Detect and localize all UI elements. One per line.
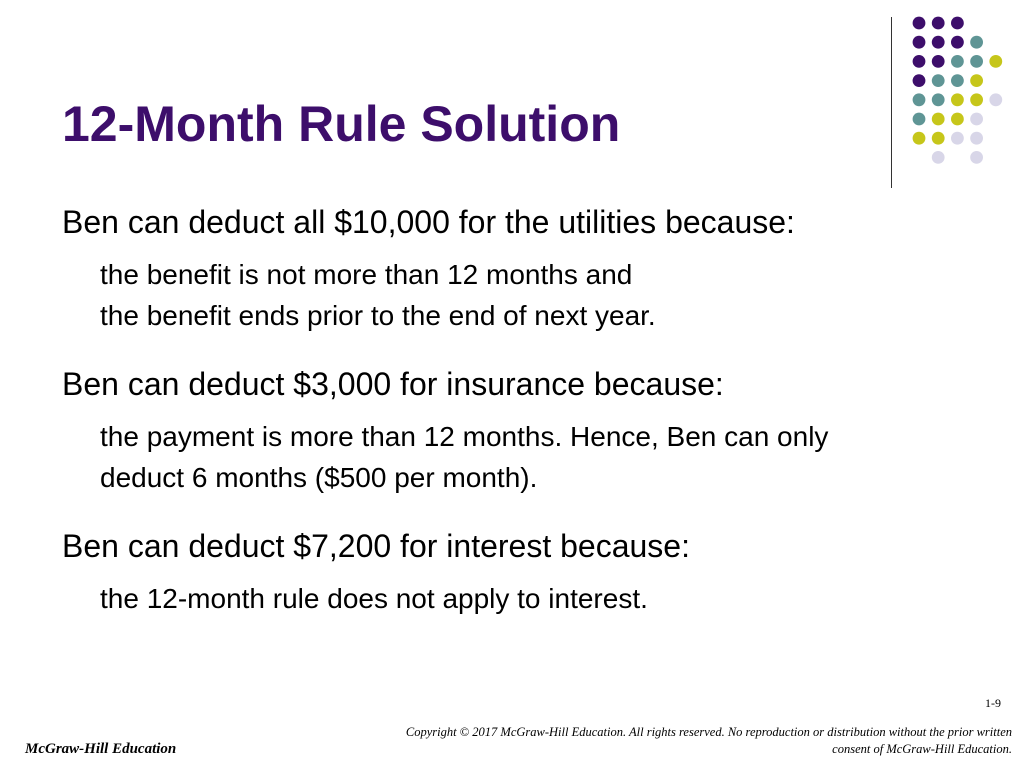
decorative-dot (970, 132, 983, 145)
decorative-dot (932, 132, 945, 145)
decorative-dot (932, 151, 945, 164)
footer-copyright (252, 724, 1012, 758)
bullet-heading: Ben can deduct $3,000 for insurance because: (62, 366, 724, 402)
bullet-interest (62, 524, 962, 619)
decorative-dot (951, 93, 964, 106)
sub-point: the payment is more than 12 months. Hence, Ben can only deduct 6 months ($500 per month). (100, 421, 829, 493)
decorative-dot (913, 74, 926, 87)
decorative-dot (932, 55, 945, 68)
decorative-dot (913, 113, 926, 126)
decorative-dot (913, 17, 926, 30)
copyright-line: Copyright © 2017 McGraw-Hill Education. All rights reserved. No reproduction or distribution without the prior written (405, 725, 1012, 739)
sub-point-list (62, 416, 962, 498)
decorative-dot (932, 113, 945, 126)
decorative-dot (932, 74, 945, 87)
decorative-dot (932, 36, 945, 49)
decorative-dot (970, 74, 983, 87)
decorative-dot (951, 17, 964, 30)
bullet-utilities (62, 200, 962, 336)
slide-body (62, 200, 962, 619)
decorative-dot (951, 113, 964, 126)
decorative-dot (970, 36, 983, 49)
decorative-dot (951, 55, 964, 68)
decorative-dot (951, 36, 964, 49)
copyright-line: consent of McGraw-Hill Education. (832, 742, 1012, 756)
vertical-divider (891, 17, 892, 188)
decorative-dot (970, 113, 983, 126)
sub-point-list (62, 578, 962, 619)
decorative-dot (913, 55, 926, 68)
decorative-dot (970, 151, 983, 164)
page-number: 1-9 (985, 696, 1001, 710)
bullet-heading: Ben can deduct $7,200 for interest because: (62, 528, 690, 564)
sub-point: the benefit is not more than 12 months and (100, 259, 633, 290)
footer-brand: McGraw-Hill Education (25, 741, 177, 757)
bullet-heading: Ben can deduct all $10,000 for the utilities because: (62, 204, 795, 240)
sub-point-list (62, 254, 962, 336)
decorative-dot (913, 93, 926, 106)
decorative-dot (932, 17, 945, 30)
slide-title: 12-Month Rule Solution (62, 96, 621, 152)
bullet-insurance (62, 362, 962, 498)
decorative-dot (913, 132, 926, 145)
decorative-dot (970, 55, 983, 68)
decorative-dot (970, 93, 983, 106)
decorative-dot (989, 55, 1002, 68)
decorative-dot (951, 132, 964, 145)
sub-point: the benefit ends prior to the end of next year. (100, 300, 656, 331)
sub-point: the 12-month rule does not apply to interest. (100, 583, 648, 614)
decorative-dot (932, 93, 945, 106)
decorative-dot (989, 93, 1002, 106)
decorative-dot (913, 36, 926, 49)
decorative-dot (951, 74, 964, 87)
